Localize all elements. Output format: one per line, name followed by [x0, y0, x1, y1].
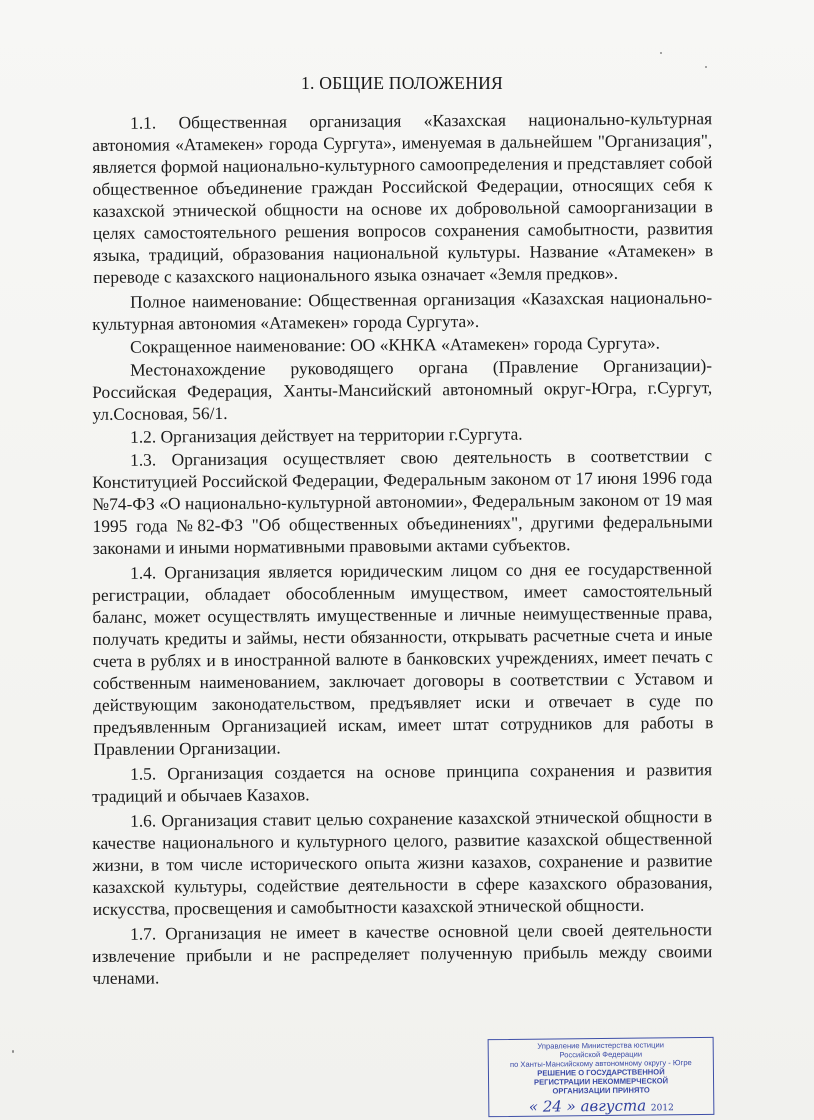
section-title: 1. ОБЩИЕ ПОЛОЖЕНИЯ	[301, 73, 503, 93]
paragraph-1-5: 1.5. Организация создается на основе принципа сохранения и развития традиций и обычаев Казахов.	[92, 759, 713, 806]
paragraph-1-2: 1.2. Организация действует на территории г.Сургута.	[130, 423, 523, 447]
stamp-line-1: Управление Министерства юстиции	[537, 1040, 664, 1051]
paragraph-1-6: 1.6. Организация ставит целью сохранение казахской этнической общности в качестве национального и культурного целого, развитие казахской общественной жизни, в том числе исторического опыта жизни казахов, сохранение и развитие казахской культуры, содействие деятельности в сфере казахского образования, искусства, просвещения и самобытности казахской этнической общности.	[92, 806, 713, 919]
paragraph-location: Местонахождение руководящего органа (Правление Организации)- Российская Федерация, Ханты-Мансийский автономный округ-Югра, г.Сургут, ул.Сосновая, 56/1.	[92, 355, 713, 424]
paragraph-1-1: 1.1. Общественная организация «Казахская национально-культурная автономия «Атамекен» города Сургута», именуемая в дальнейшем "Организация", является формой национально-культурного самоопределения и представляет собой общественное объединение граждан Российской Федерации, относящих себя к казахской этнической общности на основе их добровольной самоорганизации в целях самостоятельного решения вопросов сохранения самобытности, развития языка, традиций, образования национальной культуры. Название «Атамекен» в переводе с казахского национального языка означает «Земля предков».	[92, 108, 714, 287]
paragraph-full-name: Полное наименование: Общественная организация «Казахская национально-культурная автономия «Атамекен» города Сургута».	[92, 287, 713, 334]
scan-speck	[12, 1050, 14, 1053]
stamp-line-5: РЕГИСТРАЦИИ НЕКОММЕРЧЕСКОЙ	[533, 1076, 669, 1087]
stamp-line-2: Российской Федерации	[559, 1049, 643, 1060]
stamp-date-handwritten: « 24 » августа	[528, 1096, 647, 1116]
paragraph-1-3: 1.3. Организация осуществляет свою деятельность в соответствии с Конституцией Российской Федерации, Федеральным законом от 17 июня 1996 года №74-ФЗ «О национально-культурной автономии», Федеральным законом от 19 мая 1995 года №82-ФЗ "Об общественных объединениях", другими федеральными законами и иными нормативными правовыми актами субъектов.	[92, 445, 713, 558]
stamp-line-3: по Ханты-Мансийскому автономному округу - Югре	[509, 1058, 692, 1069]
stamp-line-6: ОРГАНИЗАЦИИ ПРИНЯТО	[552, 1085, 650, 1096]
stamp-year: 2012	[650, 1103, 674, 1114]
document-body	[92, 72, 712, 992]
paragraph-1-7: 1.7. Организация не имеет в качестве основной цели своей деятельности извлечение прибыли и не распределяет полученную прибыль между своими членами.	[92, 919, 713, 988]
scan-speck	[660, 52, 662, 54]
paragraph-1-4: 1.4. Организация является юридическим лицом со дня ее государственной регистрации, обладает обособленным имуществом, имеет самостоятельный баланс, может осуществлять имущественные и личные неимущественные права, получать кредиты и займы, нести обязанности, открывать расчетные счета и иные счета в рублях и в иностранной валюте в банковских учреждениях, имеет печать с собственным наименованием, заключает договоры в соответствии с Уставом и действующим законодательством, предъявляет иски и отвечает в суде по предъявленным Организацией искам, имеет штат сотрудников для работы в Правлении Организации.	[92, 558, 714, 759]
registration-stamp	[488, 1037, 715, 1117]
paragraph-short-name: Сокращенное наименование: ОО «КНКА «Атамекен» города Сургута».	[130, 332, 660, 357]
stamp-date	[493, 1097, 709, 1118]
stamp-line-4: РЕШЕНИЕ О ГОСУДАРСТВЕННОЙ	[537, 1067, 665, 1078]
scan-speck	[705, 66, 707, 68]
